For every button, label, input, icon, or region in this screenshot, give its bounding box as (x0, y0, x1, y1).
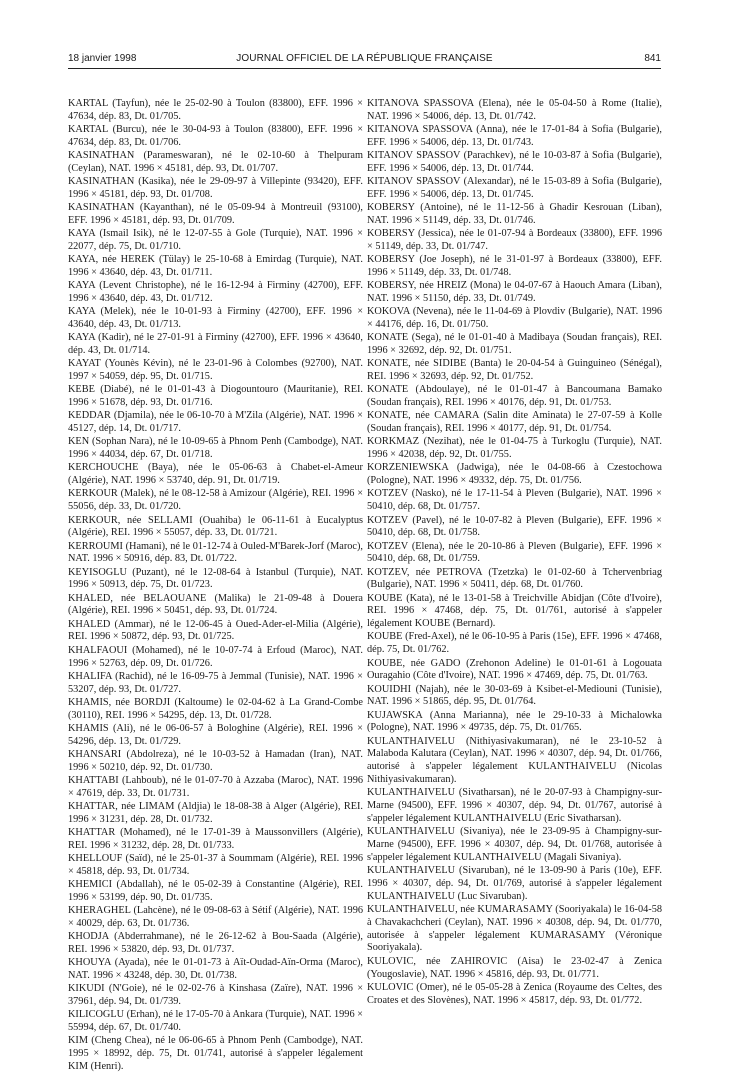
register-entry: KOUBE (Kata), né le 13-01-58 à Treichville Abidjan (Côte d'Ivoire), REI. 1996 × 47468, dép. 75, Dt. 01/761, autorisé à s'appeler légalement KOUBE (Bernard). (367, 592, 662, 630)
register-entry: KHALFAOUI (Mohamed), né le 10-07-74 à Erfoud (Maroc), NAT. 1996 × 52763, dép. 09, Dt. 01/726. (68, 644, 363, 669)
register-entry: KULANTHAIVELU (Sivatharsan), né le 20-07-93 à Champigny-sur-Marne (94500), EFF. 1996 × 40307, dép. 94, Dt. 01/767, autorisé à s'appeler légalement KULANTHAIVELU (Eric Sivatharsan). (367, 787, 662, 824)
register-entry: KHALED, née BELAOUANE (Malika) le 21-09-48 à Douera (Algérie), REI. 1996 × 50451, dép. 93, Dt. 01/724. (68, 592, 363, 617)
register-entry: KITANOVA SPASSOVA (Elena), née le 05-04-50 à Rome (Italie), NAT. 1996 × 54006, dép. 13, Dt. 01/742. (367, 98, 662, 122)
register-entry: KUJAWSKA (Anna Marianna), née le 29-10-33 à Michalowka (Pologne), NAT. 1996 × 49735, dép. 75, Dt. 01/765. (367, 709, 662, 734)
register-entry: KHERAGHEL (Lahcène), né le 09-08-63 à Sétif (Algérie), NAT. 1996 × 40029, dép. 63, Dt. 01/736. (68, 904, 363, 929)
register-entry: KULANTHAIVELU, née KUMARASAMY (Sooriyakala) le 16-04-58 à Chavakachcheri (Ceylan), NAT. 1996 × 40308, dép. 94, Dt. 01/770, autorisée à s'appeler légalement KUMARASAMY (Véronique Sooriyakala). (367, 903, 662, 954)
right-column (367, 98, 662, 1008)
header-rule (68, 68, 661, 69)
register-entry: KOUIDHI (Najah), née le 30-03-69 à Ksibet-el-Mediouni (Tunisie), NAT. 1996 × 51865, dép. 95, Dt. 01/764. (367, 683, 662, 708)
register-entry: KEBE (Diabé), né le 01-01-43 à Diogountouro (Mauritanie), REI. 1996 × 51678, dép. 93, Dt. 01/716. (68, 384, 363, 409)
register-entry: KILICOGLU (Erhan), né le 17-05-70 à Ankara (Turquie), NAT. 1996 × 55994, dép. 67, Dt. 01/740. (68, 1009, 363, 1033)
register-entry: KULOVIC, née ZAHIROVIC (Aisa) le 23-02-47 à Zenica (Yougoslavie), NAT. 1996 × 45816, dép. 93, Dt. 01/771. (367, 955, 662, 980)
register-entry: KHOUYA (Ayada), née le 01-01-73 à Aït-Oudad-Aïn-Orma (Maroc), NAT. 1996 × 43248, dép. 30, Dt. 01/738. (68, 957, 363, 981)
register-entry: KERCHOUCHE (Baya), née le 05-06-63 à Chabet-el-Ameur (Algérie), NAT. 1996 × 53740, dép. 91, Dt. 01/719. (68, 462, 363, 487)
running-header (68, 53, 661, 67)
register-entry: KOTZEV (Nasko), né le 17-11-54 à Pleven (Bulgarie), NAT. 1996 × 50410, dép. 68, Dt. 01/757. (367, 488, 662, 513)
register-entry: KHATTAR (Mohamed), né le 17-01-39 à Maussonvillers (Algérie), REI. 1996 × 31232, dép. 28, Dt. 01/733. (68, 826, 363, 851)
register-entry: KHEMICI (Abdallah), né le 05-02-39 à Constantine (Algérie), REI. 1996 × 53199, dép. 90, Dt. 01/735. (68, 878, 363, 903)
register-entry: KAYAT (Younès Kévin), né le 23-01-96 à Colombes (92700), NAT. 1997 × 54059, dép. 95, Dt. 01/715. (68, 358, 363, 383)
register-entry: KHAMIS, née BORDJI (Kaltoume) le 02-04-62 à La Grand-Combe (30110), REI. 1996 × 54295, dép. 13, Dt. 01/728. (68, 696, 363, 721)
register-entry: KULOVIC (Omer), né le 05-05-28 à Zenica (Royaume des Celtes, des Croates et des Slovènes), NAT. 1996 × 45817, dép. 93, Dt. 01/772. (367, 981, 662, 1006)
register-entry: KOBERSY (Joe Joseph), né le 31-01-97 à Bordeaux (33800), EFF. 1996 × 51149, dép. 33, Dt. 01/748. (367, 254, 662, 279)
register-entry: KITANOV SPASSOV (Alexandar), né le 15-03-89 à Sofia (Bulgarie), EFF. 1996 × 54006, dép. 13, Dt. 01/745. (367, 176, 662, 200)
register-entry: KHALED (Ammar), né le 12-06-45 à Oued-Ader-el-Milia (Algérie), REI. 1996 × 50872, dép. 93, Dt. 01/725. (68, 618, 363, 643)
register-entry: KOBERSY (Antoine), né le 11-12-56 à Ghadir Kesrouan (Liban), NAT. 1996 × 51149, dép. 33, Dt. 01/746. (367, 202, 662, 226)
register-entry: KHELLOUF (Saïd), né le 25-01-37 à Soummam (Algérie), REI. 1996 × 45818, dép. 93, Dt. 01/734. (68, 852, 363, 877)
register-entry: KAYA (Levent Christophe), né le 16-12-94 à Firminy (42700), EFF. 1996 × 43640, dép. 43, Dt. 01/712. (68, 280, 363, 305)
register-entry: KULANTHAIVELU (Sivaniya), née le 23-09-95 à Champigny-sur-Marne (94500), EFF. 1996 × 40307, dép. 94, Dt. 01/768, autorisée à s'appeler légalement KULANTHAIVELU (Magali Sivaniya). (367, 826, 662, 863)
register-entry: KOTZEV (Pavel), né le 10-07-82 à Pleven (Bulgarie), EFF. 1996 × 50410, dép. 68, Dt. 01/758. (367, 514, 662, 539)
register-entry: KEYISOGLU (Puzant), né le 12-08-64 à Istanbul (Turquie), NAT. 1996 × 50913, dép. 75, Dt. 01/723. (68, 566, 363, 591)
register-entry: KARTAL (Burcu), née le 30-04-93 à Toulon (83800), EFF. 1996 × 47634, dép. 83, Dt. 01/706. (68, 124, 363, 148)
register-entry: KASINATHAN (Parameswaran), né le 02-10-60 à Thelpuram (Ceylan), NAT. 1996 × 45181, dép. 93, Dt. 01/707. (68, 150, 363, 174)
register-entry: KHANSARI (Abdolreza), né le 10-03-52 à Hamadan (Iran), NAT. 1996 × 50210, dép. 92, Dt. 01/730. (68, 748, 363, 773)
register-entry: KOKOVA (Nevena), née le 11-04-69 à Plovdiv (Bulgarie), NAT. 1996 × 44176, dép. 16, Dt. 01/750. (367, 306, 662, 331)
register-entry: KASINATHAN (Kasika), née le 29-09-97 à Villepinte (93420), EFF. 1996 × 45181, dép. 93, Dt. 01/708. (68, 176, 363, 200)
register-entry: KOTZEV (Elena), née le 20-10-86 à Pleven (Bulgarie), EFF. 1996 × 50410, dép. 68, Dt. 01/759. (367, 540, 662, 565)
register-entry: KONATE, née CAMARA (Salin dite Aminata) le 27-07-59 à Kolle (Soudan français), REI. 1996 × 40177, dép. 91, Dt. 01/754. (367, 410, 662, 435)
register-entry: KARTAL (Tayfun), née le 25-02-90 à Toulon (83800), EFF. 1996 × 47634, dép. 83, Dt. 01/705. (68, 98, 363, 122)
register-entry: KORZENIEWSKA (Jadwiga), née le 04-08-66 à Czestochowa (Pologne), NAT. 1996 × 49332, dép. 75, Dt. 01/756. (367, 462, 662, 487)
register-entry: KOTZEV, née PETROVA (Tzetzka) le 01-02-60 à Tchervenbriag (Bulgarie), NAT. 1996 × 50411, dép. 68, Dt. 01/760. (367, 566, 662, 591)
register-entry: KONATE (Abdoulaye), né le 01-01-47 à Bancoumana Bamako (Soudan français), REI. 1996 × 40176, dép. 91, Dt. 01/753. (367, 384, 662, 409)
register-entry: KEDDAR (Djamila), née le 06-10-70 à M'Zila (Algérie), NAT. 1996 × 45127, dép. 14, Dt. 01/717. (68, 410, 363, 435)
register-entry: KIKUDI (N'Goie), né le 02-02-76 à Kinshasa (Zaïre), NAT. 1996 × 37961, dép. 94, Dt. 01/739. (68, 983, 363, 1007)
register-entry: KORKMAZ (Nezihat), née le 01-04-75 à Turkoglu (Turquie), NAT. 1996 × 42038, dép. 92, Dt. 01/755. (367, 436, 662, 461)
register-entry: KOBERSY, née HREIZ (Mona) le 04-07-67 à Haouch Amara (Liban), NAT. 1996 × 51150, dép. 33, Dt. 01/749. (367, 280, 662, 305)
register-entry: KHALIFA (Rachid), né le 16-09-75 à Jemmal (Tunisie), NAT. 1996 × 53207, dép. 93, Dt. 01/727. (68, 670, 363, 695)
register-entry: KERROUMI (Hamani), né le 01-12-74 à Ouled-M'Barek-Jorf (Maroc), NAT. 1996 × 50916, dép. 83, Dt. 01/722. (68, 540, 363, 565)
register-entry: KHATTAR, née LIMAM (Aldjia) le 18-08-38 à Alger (Algérie), REI. 1996 × 31231, dép. 28, Dt. 01/732. (68, 800, 363, 825)
register-entry: KAYA (Kadir), né le 27-01-91 à Firminy (42700), EFF. 1996 × 43640, dép. 43, Dt. 01/714. (68, 332, 363, 357)
register-entry: KONATE (Sega), né le 01-01-40 à Madibaya (Soudan français), REI. 1996 × 32692, dép. 92, Dt. 01/751. (367, 332, 662, 357)
page-number: 841 (644, 53, 661, 64)
register-entry: KULANTHAIVELU (Nithiyasivakumaran), né le 23-10-52 à Malaboda Kalutara (Ceylan), NAT. 1996 × 40307, dép. 94, Dt. 01/766, autorisé à s'appeler légalement KULANTHAIVELU (Nicolas Nithiyasivakumaran). (367, 735, 662, 786)
journal-title: JOURNAL OFFICIEL DE LA RÉPUBLIQUE FRANÇAISE (236, 53, 493, 64)
left-column (68, 98, 363, 1074)
register-entry: KERKOUR, née SELLAMI (Ouahiba) le 06-11-61 à Eucalyptus (Algérie), REI. 1996 × 55057, dép. 33, Dt. 01/721. (68, 514, 363, 539)
register-entry: KOUBE, née GADO (Zrehonon Adeline) le 01-01-61 à Logouata Ouragahio (Côte d'Ivoire), NAT. 1996 × 47469, dép. 75, Dt. 01/763. (367, 657, 662, 682)
register-entry: KHAMIS (Ali), né le 06-06-57 à Bologhine (Algérie), REI. 1996 × 54296, dép. 13, Dt. 01/729. (68, 722, 363, 747)
register-entry: KASINATHAN (Kayanthan), né le 05-09-94 à Montreuil (93100), EFF. 1996 × 45181, dép. 93, Dt. 01/709. (68, 202, 363, 226)
register-entry: KOUBE (Fred-Axel), né le 06-10-95 à Paris (15e), EFF. 1996 × 47468, dép. 75, Dt. 01/762. (367, 631, 662, 656)
register-entry: KITANOV SPASSOV (Parachkev), né le 10-03-87 à Sofia (Bulgarie), EFF. 1996 × 54006, dép. 13, Dt. 01/744. (367, 150, 662, 174)
issue-date: 18 janvier 1998 (68, 53, 137, 64)
register-entry: KAYA (Ismail Isik), né le 12-07-55 à Gole (Turquie), NAT. 1996 × 22077, dép. 75, Dt. 01/710. (68, 228, 363, 252)
register-entry: KHODJA (Abderrahmane), né le 26-12-62 à Bou-Saada (Algérie), REI. 1996 × 53820, dép. 93, Dt. 01/737. (68, 931, 363, 955)
register-entry: KULANTHAIVELU (Sivaruban), né le 13-09-90 à Paris (10e), EFF. 1996 × 40307, dép. 94, Dt. 01/769, autorisé à s'appeler légalement KULANTHAIVELU (Luc Sivaruban). (367, 865, 662, 902)
register-entry: KERKOUR (Malek), né le 08-12-58 à Amizour (Algérie), REI. 1996 × 55056, dép. 33, Dt. 01/720. (68, 488, 363, 513)
register-entry: KITANOVA SPASSOVA (Anna), née le 17-01-84 à Sofia (Bulgarie), EFF. 1996 × 54006, dép. 13, Dt. 01/743. (367, 124, 662, 148)
register-entry: KAYA, née HEREK (Tülay) le 25-10-68 à Emirdag (Turquie), NAT. 1996 × 43640, dép. 43, Dt. 01/711. (68, 254, 363, 279)
register-entry: KHATTABI (Lahboub), né le 01-07-70 à Azzaba (Maroc), NAT. 1996 × 47619, dép. 33, Dt. 01/731. (68, 774, 363, 799)
register-entry: KOBERSY (Jessica), née le 01-07-94 à Bordeaux (33800), EFF. 1996 × 51149, dép. 33, Dt. 01/747. (367, 228, 662, 252)
register-entry: KAYA (Melek), née le 10-01-93 à Firminy (42700), EFF. 1996 × 43640, dép. 43, Dt. 01/713. (68, 306, 363, 331)
register-entry: KEN (Sophan Nara), né le 10-09-65 à Phnom Penh (Cambodge), NAT. 1996 × 44034, dép. 67, Dt. 01/718. (68, 436, 363, 461)
register-entry: KONATE, née SIDIBE (Banta) le 20-04-54 à Guinguineo (Sénégal), REI. 1996 × 32693, dép. 92, Dt. 01/752. (367, 358, 662, 383)
register-entry: KIM (Cheng Chea), né le 06-06-65 à Phnom Penh (Cambodge), NAT. 1995 × 18992, dép. 75, Dt. 01/741, autorisé à s'appeler légalement KIM (Henri). (68, 1035, 363, 1072)
